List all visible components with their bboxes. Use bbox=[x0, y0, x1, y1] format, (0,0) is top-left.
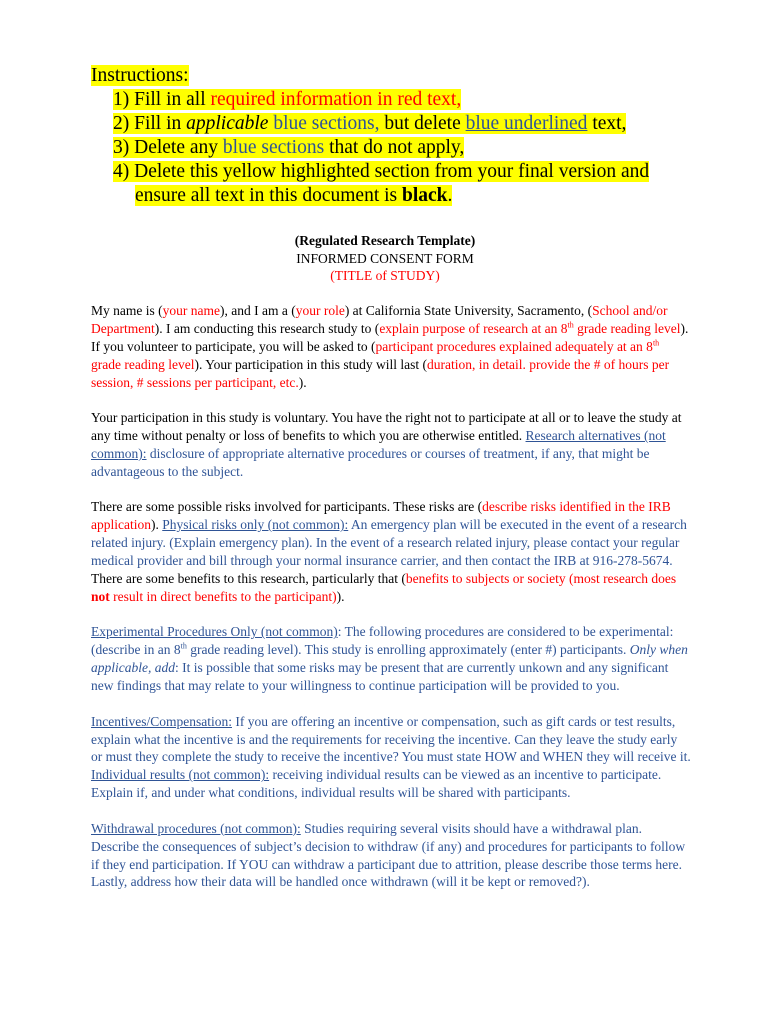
instructions-block bbox=[91, 64, 649, 208]
template-label: (Regulated Research Template) bbox=[294, 233, 476, 248]
form-body bbox=[91, 302, 691, 909]
instructions-title: Instructions: bbox=[91, 65, 189, 86]
instruction-1: 1) Fill in all required information in red text, bbox=[113, 89, 462, 110]
instruction-3: 3) Delete any blue sections that do not apply, bbox=[113, 137, 465, 158]
voluntary-paragraph: Your participation in this study is voluntary. You have the right not to participate at all or to leave the study at any time without penalty or loss of benefits to which you are otherwise entitled. Research alternatives (not common): disclosure of appropriate alternative procedures or courses of treatment, if any, that might be advantageous to the subject. bbox=[91, 410, 682, 479]
withdrawal-paragraph: Withdrawal procedures (not common): Studies requiring several visits should have a withdrawal plan. Describe the consequences of subject’s decision to withdraw (if any) and procedures for participants to follow if they end participation. If YOU can withdraw a participant due to attrition, please describe those terms here. Lastly, address how their data will be handled once withdrawn (will it be kept or removed?). bbox=[91, 820, 686, 890]
study-title: (TITLE of STUDY) bbox=[330, 268, 440, 283]
form-heading bbox=[0, 232, 770, 285]
risks-paragraph: There are some possible risks involved for participants. These risks are (describe risks identified in the IRB application). Physical risks only (not common): An emergency plan will be executed in the event of a research related injury. (Explain emergency plan). In the event of a research related injury, please contact your regular medical provider and bill through your normal insurance carrier, and then contact the IRB at 916-278-5674. There are some benefits to this research, particularly that (benefits to subjects or society (most research does not result in direct benefits to the participant)). bbox=[91, 499, 687, 604]
instruction-4: 4) Delete this yellow highlighted section from your final version and bbox=[113, 161, 650, 182]
form-title: INFORMED CONSENT FORM bbox=[296, 250, 474, 266]
experimental-procedures-paragraph: Experimental Procedures Only (not common): The following procedures are considered to be experimental: (describe in an 8th grade reading level). This study is enrolling approximately (enter #) participants. Only when applicable, add: It is possible that some risks may be present that are currently unkown and any significant new findings that may relate to your willingness to continue participation will be provided to you. bbox=[91, 624, 688, 694]
instruction-4-continued: ensure all text in this document is black. bbox=[135, 185, 453, 206]
incentives-paragraph: Incentives/Compensation: If you are offering an incentive or compensation, such as gift cards or test results, explain what the incentive is and the requirements for receiving the incentive. Can they leave the study early or must they complete the study to receive the incentive? You must state HOW and WHEN they will receive it. Individual results (not common): receiving individual results can be viewed as an incentive to participate. Explain if, and under what conditions, individual results will be shared with participants. bbox=[91, 713, 691, 801]
instruction-2: 2) Fill in applicable blue sections, but delete blue underlined text, bbox=[113, 113, 627, 134]
intro-paragraph: My name is (your name), and I am a (your role) at California State University, Sacramento, (School and/or Department). I am conducting this research study to (explain purpose of research at an 8th grade reading level). If you volunteer to participate, you will be asked to (participant procedures explained adequately at an 8th grade reading level). Your participation in this study will last (duration, in detail. provide the # of hours per session, # sessions per participant, etc.). bbox=[91, 303, 689, 390]
